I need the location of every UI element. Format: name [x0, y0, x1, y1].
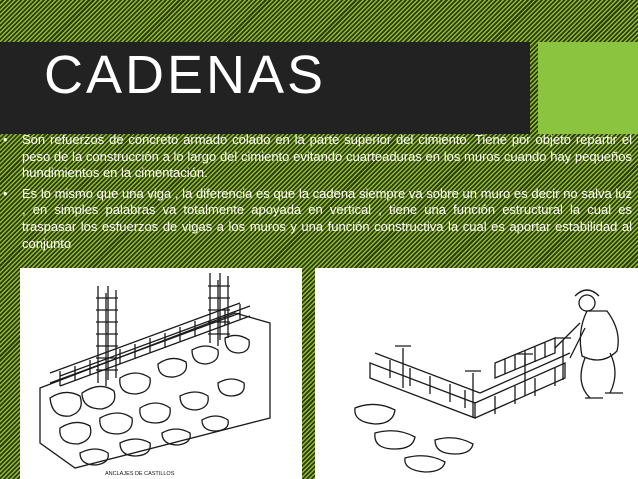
accent-box [538, 42, 638, 134]
bullet-marker: • [3, 132, 8, 147]
slide-title: CADENAS [44, 45, 327, 105]
bullet-text: Son refuerzos de concreto armado colado en la parte superior del cimiento. Tiene por objeto repartir el peso de la construcción a lo largo del cimiento evitando cuarteaduras en los muros cuando hay pequeños hundimientos en la cimentación. [22, 132, 632, 181]
figure-cimbra-cadena [315, 268, 638, 479]
formwork-worker-illustration [315, 268, 638, 479]
bullet-marker: • [3, 185, 8, 201]
bullet-item [0, 186, 632, 252]
bullet-list [0, 132, 632, 256]
figure-anclajes-castillos [20, 268, 302, 479]
figure-caption: ANCLAJES DE CASTILLOS [105, 471, 175, 477]
bullet-item [0, 132, 632, 182]
rebar-anchor-illustration [20, 268, 302, 479]
bullet-text: Es lo mismo que una viga , la diferencia es que la cadena siempre va sobre un muro es decir no salva luz , en simples palabras va totalmente apoyada en vertical , tiene una función estructural la cual es traspasar los esfuerzos de vigas a los muros y una función constructiva la cual es aportar estabilidad al conjunto [22, 185, 632, 251]
